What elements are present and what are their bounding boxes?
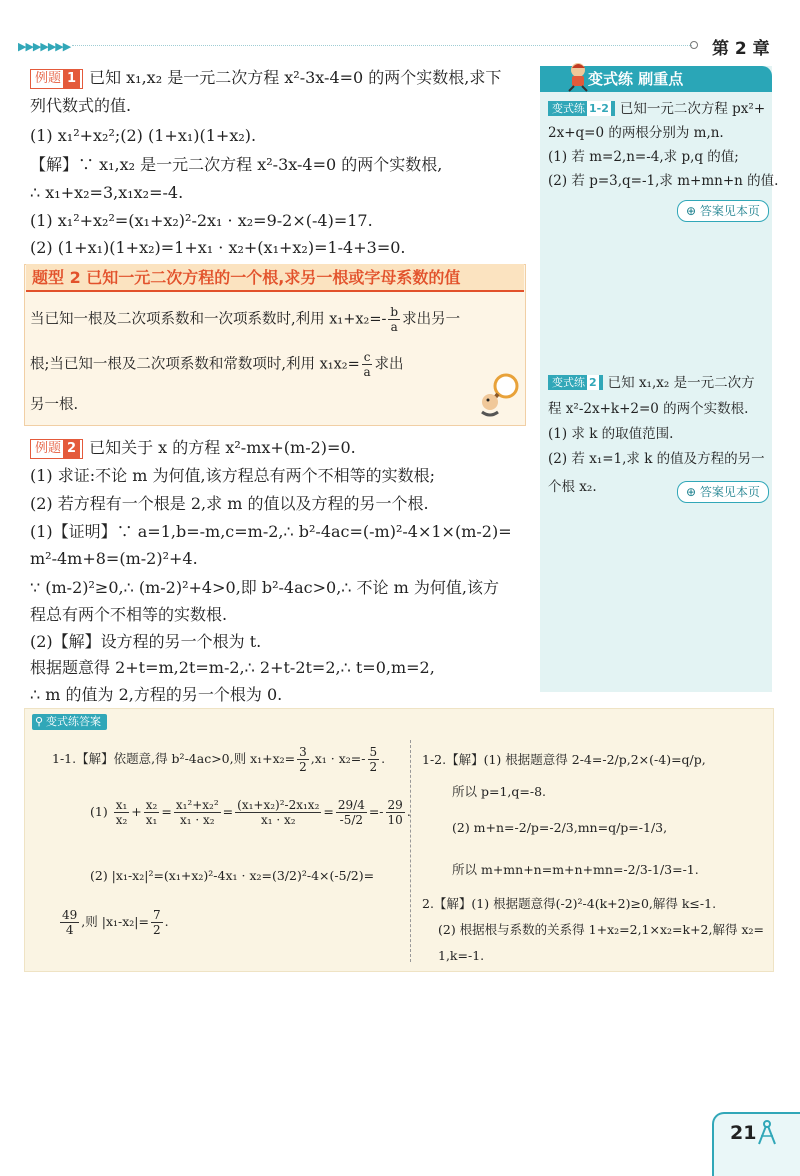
answer-1-1-part2: (2) |x₁-x₂|²=(x₁+x₂)²-4x₁ · x₂=(3/2)²-4×(-5/2)= [90, 868, 375, 883]
answer-1-2-line1: 1-2.【解】(1) 根据题意得 2-4=-2/p,2×(-4)=q/p, [422, 752, 706, 767]
type2-title: 题型 2 已知一元二次方程的一个根,求另一根或字母系数的值 [26, 264, 524, 292]
example1-line3: (1) x₁²+x₂²;(2) (1+x₁)(1+x₂). [30, 126, 257, 145]
variant12-line2: 2x+q=0 的两根分别为 m,n. [548, 125, 724, 141]
example2-solution-1: (1)【证明】∵ a=1,b=-m,c=m-2,∴ b²-4ac=(-m)²-4×1×(m-2)= [30, 522, 512, 541]
magnifier-icon: ⊕ [686, 485, 700, 499]
answer-1-1-part3: $\frac{49}{4}$ ,则 |x₁-x₂|= $\frac{7}{2}$ . [62, 908, 169, 937]
example2-solution-3: ∵ (m-2)²≥0,∴ (m-2)²+4>0,即 b²-4ac>0,∴ 不论 m 为何值,该方 [30, 578, 499, 597]
example2-tag: 例题 2 [30, 439, 83, 459]
variant2-line2: 程 x²-2x+k+2=0 的两个实数根. [548, 401, 749, 417]
answer-2-line3: 1,k=-1. [438, 948, 485, 963]
variant2-line3: (1) 求 k 的取值范围. [548, 426, 674, 442]
answer-1-2-line3: (2) m+n=-2/p=-2/3,mn=q/p=-1/3, [452, 820, 668, 835]
example1-solution-2: ∴ x₁+x₂=3,x₁x₂=-4. [30, 183, 184, 202]
variant12-line1: 变式练 1-2 已知一元二次方程 px²+ [548, 98, 776, 121]
answer-2-line1: 2.【解】(1) 根据题意得(-2)²-4(k+2)≥0,解得 k≤-1. [422, 896, 717, 911]
example2-solution-6: 根据题意得 2+t=m,2t=m-2,∴ 2+t-2t=2,∴ t=0,m=2, [30, 658, 435, 677]
answers-title: ⚲ 变式练答案 [32, 714, 107, 730]
variant12-tag: 变式练 1-2 [548, 101, 615, 116]
runner-character-icon [560, 60, 594, 92]
variant2-tag: 变式练 2 [548, 375, 603, 390]
answer-2-line2: (2) 根据根与系数的关系得 1+x₂=2,1×x₂=k+2,解得 x₂= [438, 922, 764, 937]
type2-hint-1: 当已知一根及二次项系数和一次项系数时,利用 x₁+x₂=- $\frac{b}{a}$ 求出另一 [30, 305, 461, 334]
example1-solution-4: (2) (1+x₁)(1+x₂)=1+x₁ · x₂+(x₁+x₂)=1-4+3=0. [30, 238, 406, 257]
answer-link-1[interactable]: ⊕ 答案见本页 [677, 200, 769, 222]
variant12-line3: (1) 若 m=2,n=-4,求 p,q 的值; [548, 149, 739, 165]
variant12-line4: (2) 若 p=3,q=-1,求 m+mn+n 的值. [548, 173, 779, 189]
variant2-line4: (2) 若 x₁=1,求 k 的值及方程的另一 [548, 451, 765, 467]
example2-solution-2: m²-4m+8=(m-2)²+4. [30, 549, 198, 568]
example2-solution-7: ∴ m 的值为 2,方程的另一个根为 0. [30, 685, 283, 704]
variant2-line5: 个根 x₂. [548, 479, 597, 495]
page-number: 21 [730, 1122, 757, 1144]
variant2-line1: 变式练 2 已知 x₁,x₂ 是一元二次方 [548, 372, 776, 395]
header-arrows: ▶▶▶▶▶▶▶ [18, 40, 71, 53]
answers-divider [410, 740, 411, 962]
example2-line1: 例题 2 已知关于 x 的方程 x²-mx+(m-2)=0. [30, 436, 510, 460]
answer-1-1-part1: (1) $\frac{\text{x₁}}{\text{x₂}}$ + $\frac{\text{x₂}}{\text{x₁}}$ = $\frac{\text{x₁²+x₂²}}{\text{x₁ · x₂}}$ = $\frac{\text{(x₁+x₂)²-2x₁x₂}}{\text{x₁ · x₂}}$ = $\frac{29/4}{-5/2}$ =- $\frac{29}{10}$ . [90, 798, 411, 827]
example1-tag: 例题 1 [30, 69, 83, 89]
example2-line2: (1) 求证:不论 m 为何值,该方程总有两个不相等的实数根; [30, 466, 435, 485]
key-icon: ⚲ [35, 715, 44, 728]
type2-hint-3: 另一根. [30, 397, 79, 413]
example1-solution-1: 【解】∵ x₁,x₂ 是一元二次方程 x²-3x-4=0 的两个实数根, [30, 155, 443, 174]
chapter-label: 第 2 章 [712, 39, 770, 59]
example2-solution-5: (2)【解】设方程的另一个根为 t. [30, 632, 262, 651]
compass-icon [756, 1120, 778, 1146]
example2-line3: (2) 若方程有一个根是 2,求 m 的值以及方程的另一个根. [30, 494, 429, 513]
header-dotted-rule [72, 45, 692, 46]
example2-solution-4: 程总有两个不相等的实数根. [30, 605, 228, 624]
header-circle-icon [690, 41, 698, 49]
example1-solution-3: (1) x₁²+x₂²=(x₁+x₂)²-2x₁ · x₂=9-2×(-4)=17. [30, 211, 373, 230]
magnifier-character-icon [476, 372, 522, 418]
type2-hint-2: 根;当已知一根及二次项系数和常数项时,利用 x₁x₂= $\frac{c}{a}$ 求出 [30, 350, 404, 379]
magnifier-icon: ⊕ [686, 204, 700, 218]
answer-1-1-head: 1-1.【解】依题意,得 b²-4ac>0,则 x₁+x₂= $\frac{3}{2}$ ,x₁ · x₂=- $\frac{5}{2}$ . [52, 745, 386, 774]
example1-line1: 例题 1 已知 x₁,x₂ 是一元二次方程 x²-3x-4=0 的两个实数根,求下 [30, 66, 510, 90]
answer-link-2[interactable]: ⊕ 答案见本页 [677, 481, 769, 503]
example1-line2: 列代数式的值. [30, 96, 132, 115]
answer-1-2-line4: 所以 m+mn+n=m+n+mn=-2/3-1/3=-1. [452, 862, 699, 877]
answer-1-2-line2: 所以 p=1,q=-8. [452, 784, 547, 799]
sidebar-banner: 变式练 刷重点 [540, 66, 772, 92]
